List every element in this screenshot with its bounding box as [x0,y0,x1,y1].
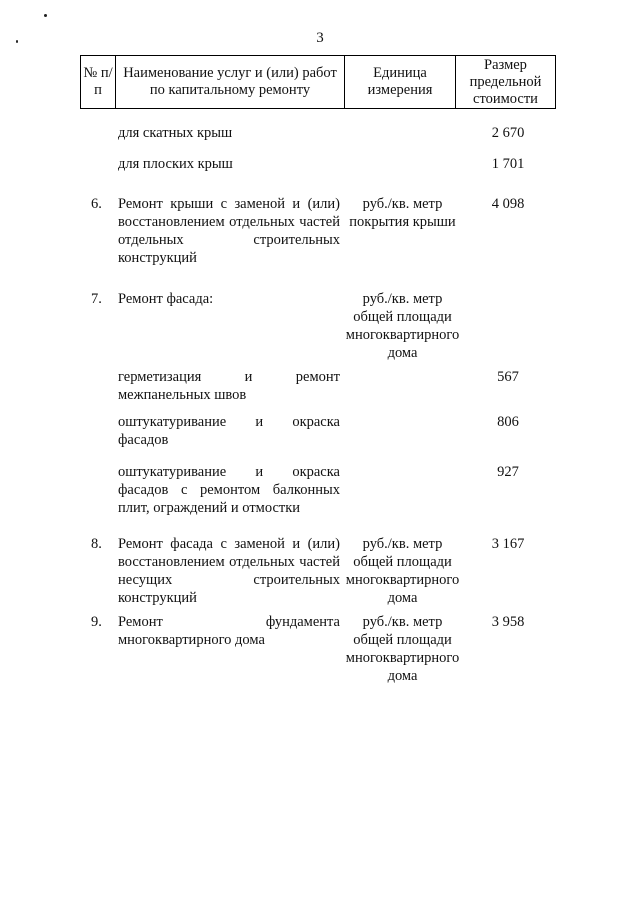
header-service-name: Наименование услуг и (или) работ по капитальному ремонту [116,56,345,108]
row-name: для плоских крыш [118,156,233,172]
row-number: 7. [91,291,102,307]
row-price: 927 [497,464,519,480]
row-price: 567 [497,369,519,385]
row-name: Ремонт фасада: [118,291,214,307]
row-number: 8. [91,536,102,552]
header-unit: Единица измерения [345,56,456,108]
row-price: 3 958 [491,614,525,630]
row-price: 806 [497,414,519,430]
header-max-cost: Размер предельной стоимости [469,56,542,107]
row-name: Ремонт фундамента многоквартирного дома [118,614,340,648]
row-number: 6. [91,196,102,212]
row-price: 4 098 [491,196,525,212]
header-number: № п/п [81,56,116,108]
row-price: 2 670 [491,125,525,141]
row-unit: руб./кв. метр общей площади многоквартирного дома [345,536,460,606]
row-unit: руб./кв. метр общей площади многоквартирного дома [345,614,460,684]
row-name: герметизация и ремонт межпанельных швов [118,369,340,403]
row-name: оштукатуривание и окраска фасадов [118,414,340,448]
row-name: для скатных крыш [118,125,233,141]
row-name: оштукатуривание и окраска фасадов с ремонтом балконных плит, ограждений и отмостки [118,464,340,516]
row-unit: руб./кв. метр общей площади многоквартирного дома [345,291,460,361]
row-number: 9. [91,614,102,630]
row-price: 3 167 [491,536,525,552]
row-price: 1 701 [491,156,525,172]
scan-speck [44,14,47,17]
row-name: Ремонт фасада с заменой и (или) восстановлением отдельных частей несущих строительных конструкций [118,536,340,606]
page-number: 3 [316,30,324,46]
row-name: Ремонт крыши с заменой и (или) восстановлением отдельных частей отдельных строительных конструкций [118,196,340,266]
table-header [80,55,556,109]
row-unit: руб./кв. метр покрытия крыши [349,196,456,230]
